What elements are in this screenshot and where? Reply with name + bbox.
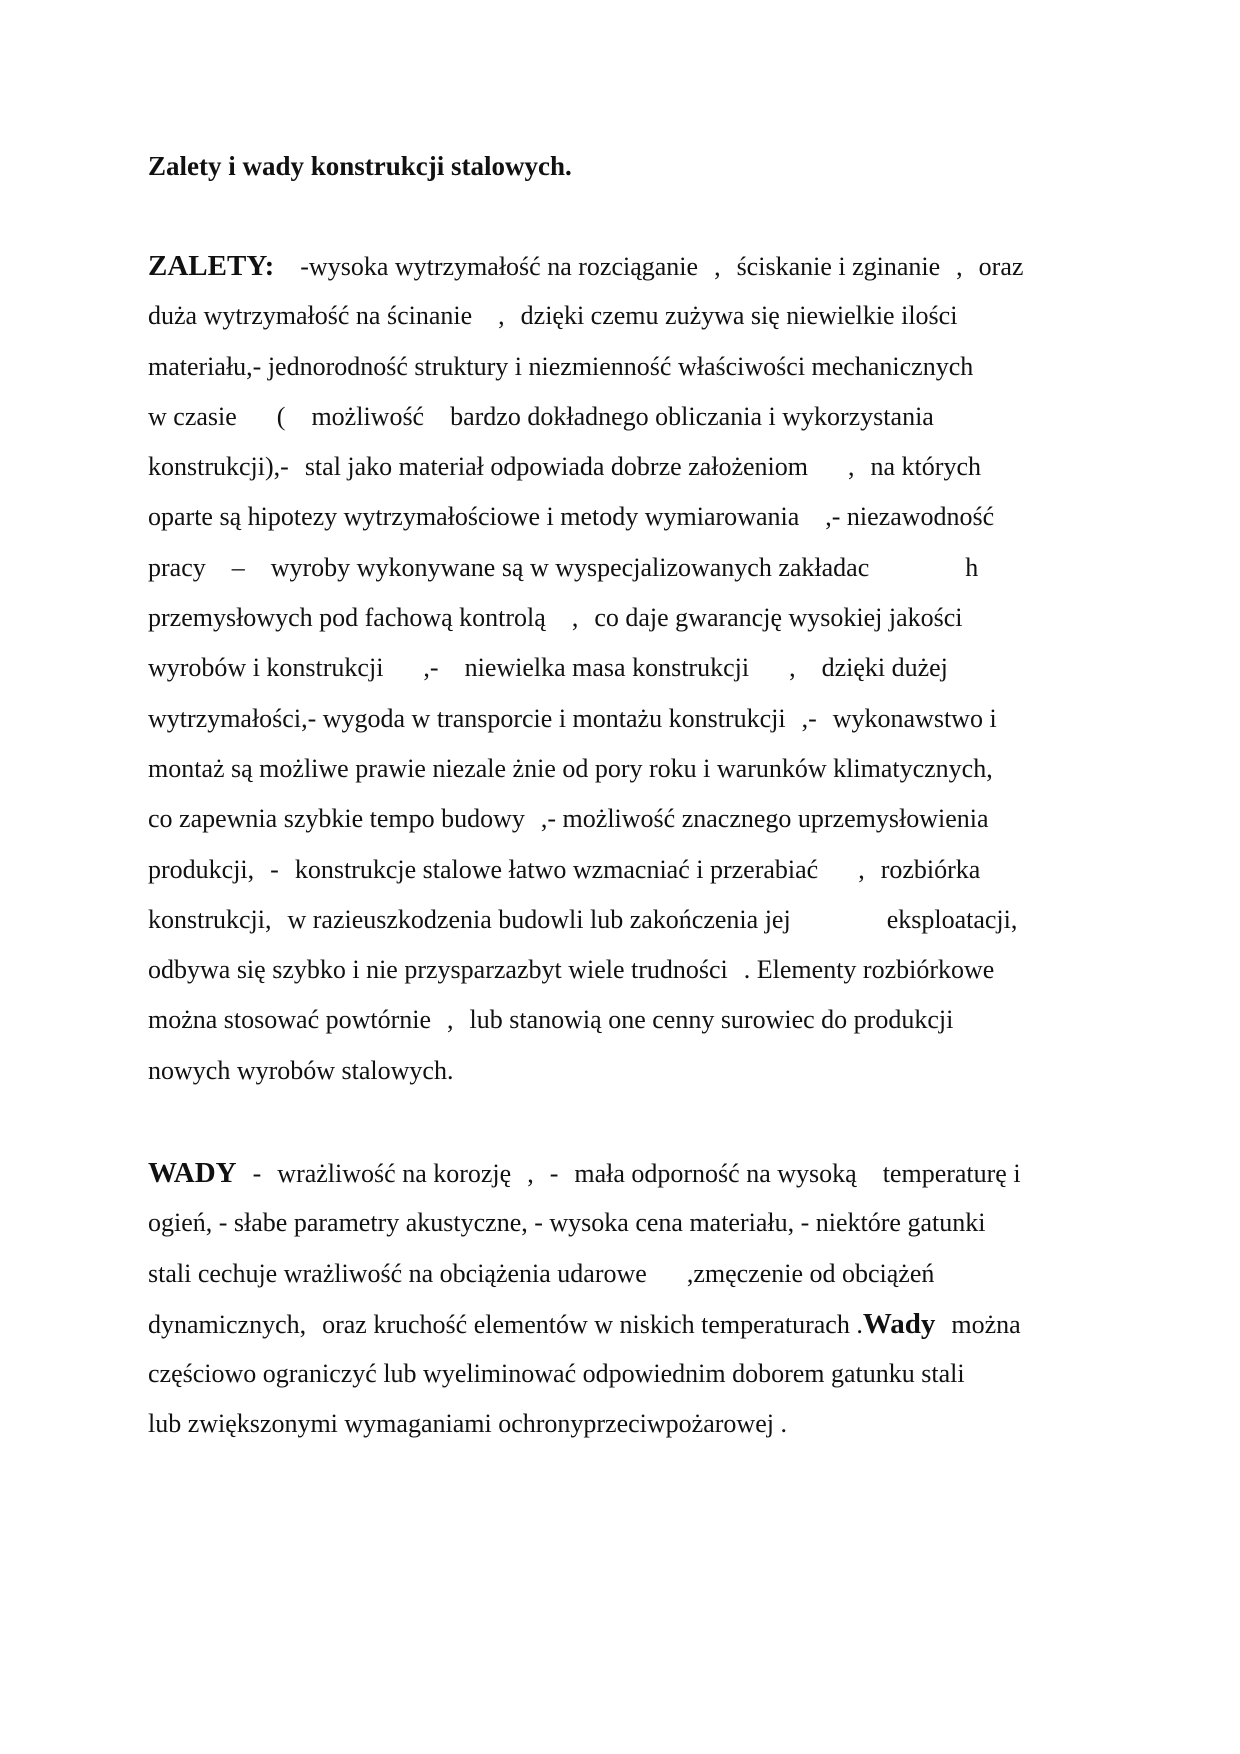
text-line xyxy=(148,798,1023,848)
text-fragment: niewielka masa konstrukcji xyxy=(464,653,750,683)
wady-section xyxy=(148,1152,1021,1454)
text-line xyxy=(148,1202,1021,1252)
text-fragment: ,- xyxy=(423,653,439,683)
text-fragment: pracy xyxy=(148,552,206,582)
text-fragment: rozbiórka xyxy=(880,854,981,884)
zalety-section xyxy=(148,245,1023,1100)
text-fragment: ,- xyxy=(801,703,817,733)
text-fragment: konstrukcje stalowe łatwo wzmacniać i przerabiać xyxy=(294,854,819,884)
text-line xyxy=(148,597,1023,647)
text-fragment: dzięki czemu zużywa się niewielkie ilości xyxy=(520,301,958,331)
text-line xyxy=(148,346,1023,396)
text-line xyxy=(148,949,1023,999)
text-fragment: , xyxy=(956,252,963,281)
text-line xyxy=(148,1050,1023,1100)
text-fragment: dynamicznych, xyxy=(148,1309,307,1339)
text-line xyxy=(148,1303,1021,1353)
text-line xyxy=(148,1253,1021,1303)
text-line xyxy=(148,245,1023,295)
text-fragment: , xyxy=(789,653,796,683)
text-line xyxy=(148,698,1023,748)
text-fragment: wykonawstwo i xyxy=(832,703,997,733)
text-fragment: wytrzymałości,- wygoda w transporcie i montażu konstrukcji xyxy=(148,703,786,733)
text-fragment: produkcji, xyxy=(148,854,255,884)
text-fragment: - xyxy=(270,854,279,884)
text-fragment: konstrukcji),- xyxy=(148,452,289,482)
text-fragment: temperaturę i xyxy=(882,1159,1021,1188)
text-fragment: odbywa się szybko i nie przysparzazbyt wiele trudności xyxy=(148,955,728,985)
text-fragment: , xyxy=(858,854,865,884)
text-line xyxy=(148,496,1023,546)
text-fragment: na których xyxy=(870,452,981,482)
text-fragment: nowych wyrobów stalowych. xyxy=(148,1055,454,1085)
text-fragment: materiału,- jednorodność struktury i niezmienność właściwości mechanicznych xyxy=(148,351,974,381)
text-fragment: – xyxy=(231,552,245,582)
text-fragment: eksploatacji, xyxy=(886,904,1018,934)
text-line xyxy=(148,999,1023,1049)
text-fragment: , xyxy=(498,301,505,331)
text-fragment: lub stanowią one cenny surowiec do produkcji xyxy=(469,1005,954,1035)
text-fragment: , xyxy=(714,252,721,281)
text-line xyxy=(148,1353,1021,1403)
text-fragment: ( xyxy=(276,401,286,431)
text-fragment: co zapewnia szybkie tempo budowy xyxy=(148,804,525,834)
text-fragment: stal jako materiał odpowiada dobrze założeniom xyxy=(304,452,809,482)
text-fragment: duża wytrzymałość na ścinanie xyxy=(148,301,473,331)
text-line xyxy=(148,748,1023,798)
text-fragment: ściskanie i zginanie xyxy=(736,252,941,281)
text-fragment: . Elementy rozbiórkowe xyxy=(743,955,995,985)
zalety-heading: ZALETY: xyxy=(148,250,275,282)
text-fragment: - xyxy=(252,1159,262,1188)
text-fragment: mała odporność na wysoką xyxy=(574,1159,857,1188)
text-fragment: Wady xyxy=(862,1307,936,1340)
text-fragment: lub zwiększonymi wymaganiami ochronyprzeciwpożarowej . xyxy=(148,1409,787,1439)
text-line xyxy=(148,899,1023,949)
text-fragment: - xyxy=(549,1159,559,1188)
text-fragment: ogień, - słabe parametry akustyczne, - wysoka cena materiału, - niektóre gatunki xyxy=(148,1208,986,1238)
text-fragment: co daje gwarancję wysokiej jakości xyxy=(594,603,963,633)
text-fragment: w czasie xyxy=(148,401,237,431)
text-line xyxy=(148,547,1023,597)
text-fragment: oparte są hipotezy wytrzymałościowe i metody wymiarowania xyxy=(148,502,800,532)
text-fragment: , xyxy=(848,452,855,482)
text-line xyxy=(148,396,1023,446)
text-fragment: można xyxy=(951,1309,1021,1339)
text-fragment: bardzo dokładnego obliczania i wykorzystania xyxy=(450,401,934,431)
text-fragment: można stosować powtórnie xyxy=(148,1005,432,1035)
text-fragment: konstrukcji, xyxy=(148,904,272,934)
text-fragment: możliwość xyxy=(311,401,425,431)
text-fragment: wrażliwość na korozję xyxy=(277,1159,512,1188)
text-fragment: dzięki dużej xyxy=(821,653,948,683)
text-line xyxy=(148,446,1023,496)
text-fragment: , xyxy=(527,1159,534,1188)
text-fragment: ,- możliwość znacznego uprzemysłowienia xyxy=(540,804,989,834)
text-fragment: stali cechuje wrażliwość na obciążenia udarowe xyxy=(148,1258,647,1288)
text-line xyxy=(148,1403,1021,1453)
text-fragment: oraz kruchość elementów w niskich temperaturach . xyxy=(322,1309,863,1339)
wady-heading: WADY xyxy=(148,1157,237,1189)
text-fragment: , xyxy=(447,1005,454,1035)
text-fragment: montaż są możliwe prawie niezale żnie od pory roku i warunków klimatycznych, xyxy=(148,753,993,783)
text-fragment: oraz xyxy=(978,252,1024,281)
text-fragment: wyroby wykonywane są w wyspecjalizowanych zakładac xyxy=(270,552,870,582)
text-fragment: w razieuszkodzenia budowli lub zakończenia jej xyxy=(287,904,791,934)
text-fragment: przemysłowych pod fachową kontrolą xyxy=(148,603,546,633)
text-fragment: wyrobów i konstrukcji xyxy=(148,653,384,683)
document-title: Zalety i wady konstrukcji stalowych. xyxy=(148,151,572,181)
text-line xyxy=(148,849,1023,899)
text-fragment: -wysoka wytrzymałość na rozciąganie xyxy=(300,252,699,281)
text-fragment: h xyxy=(965,552,979,582)
text-fragment: ,- niezawodność xyxy=(825,502,995,532)
text-line xyxy=(148,647,1023,697)
text-fragment: ,zmęczenie od obciążeń xyxy=(686,1258,935,1288)
text-line xyxy=(148,1152,1021,1202)
text-fragment: , xyxy=(571,603,579,633)
text-fragment: częściowo ograniczyć lub wyeliminować odpowiednim doborem gatunku stali xyxy=(148,1359,965,1389)
text-line xyxy=(148,295,1023,345)
